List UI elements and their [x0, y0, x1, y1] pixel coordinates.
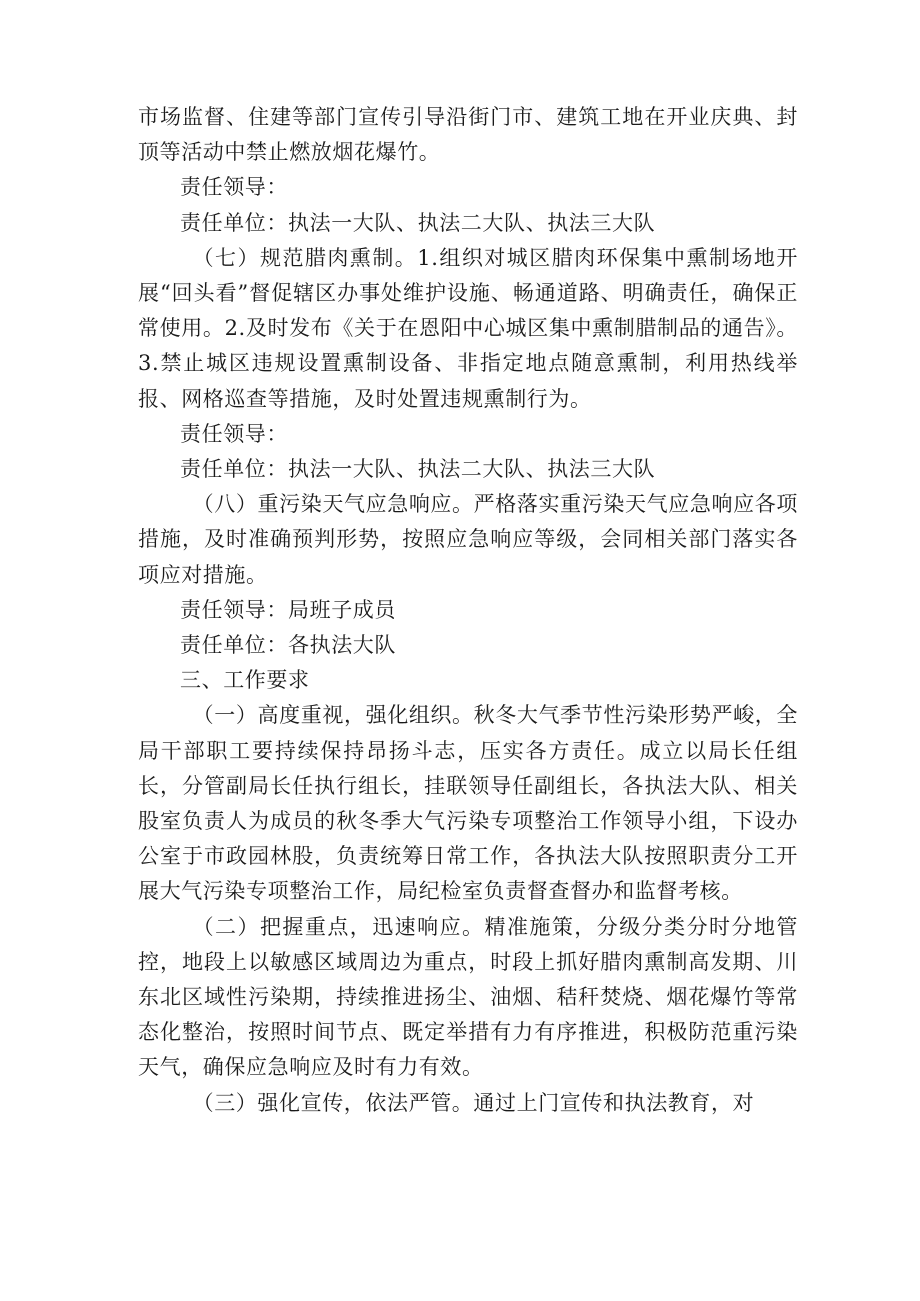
section-7-bacon-smoking: （七）规范腊肉熏制。1.组织对城区腊肉环保集中熏制场地开展“回头看”督促辖区办事处维护设施、畅通道路、明确责任，确保正常使用。2.及时发布《关于在恩阳中心城区集中熏制腊制品的通告》。3.禁止城区违规设置熏制设备、非指定地点随意熏制，利用热线举报、网格巡查等措施，及时处置违规熏制行为。: [138, 245, 798, 411]
responsible-unit-2: 责任单位：执法一大队、执法二大队、执法三大队: [180, 457, 656, 482]
responsible-leader-1: 责任领导：: [180, 175, 288, 200]
requirement-2: （二）把握重点，迅速响应。精准施策，分级分类分时分地管控，地段上以敏感区域周边为重点，时段上抓好腊肉熏制高发期、川东北区域性污染期，持续推进扬尘、油烟、秸秆焚烧、烟花爆竹等常态化整治，按照时间节点、既定举措有力有序推进，积极防范重污染天气，确保应急响应及时有力有效。: [138, 914, 798, 1080]
responsible-unit-3: 责任单位：各执法大队: [180, 633, 396, 658]
document-body: [138, 100, 798, 1121]
requirement-3: （三）强化宣传，依法严管。通过上门宣传和执法教育，对: [192, 1090, 755, 1115]
paragraph-1: 市场监督、住建等部门宣传引导沿街门市、建筑工地在开业庆典、封顶等活动中禁止燃放烟花爆竹。: [138, 105, 798, 165]
heading-work-requirements: 三、工作要求: [180, 668, 310, 693]
responsible-unit-1: 责任单位：执法一大队、执法二大队、执法三大队: [180, 210, 656, 235]
responsible-leader-2: 责任领导：: [180, 421, 288, 446]
section-8-emergency-response: （八）重污染天气应急响应。严格落实重污染天气应急响应各项措施，及时准确预判形势，按照应急响应等级，会同相关部门落实各项应对措施。: [138, 492, 798, 587]
responsible-leader-3: 责任领导：局班子成员: [180, 597, 396, 622]
requirement-1: （一）高度重视，强化组织。秋冬大气季节性污染形势严峻，全局干部职工要持续保持昂扬斗志，压实各方责任。成立以局长任组长，分管副局长任执行组长，挂联领导任副组长，各执法大队、相关股室负责人为成员的秋冬季大气污染专项整治工作领导小组，下设办公室于市政园林股，负责统筹日常工作，各执法大队按照职责分工开展大气污染专项整治工作，局纪检室负责督查督办和监督考核。: [138, 703, 798, 904]
